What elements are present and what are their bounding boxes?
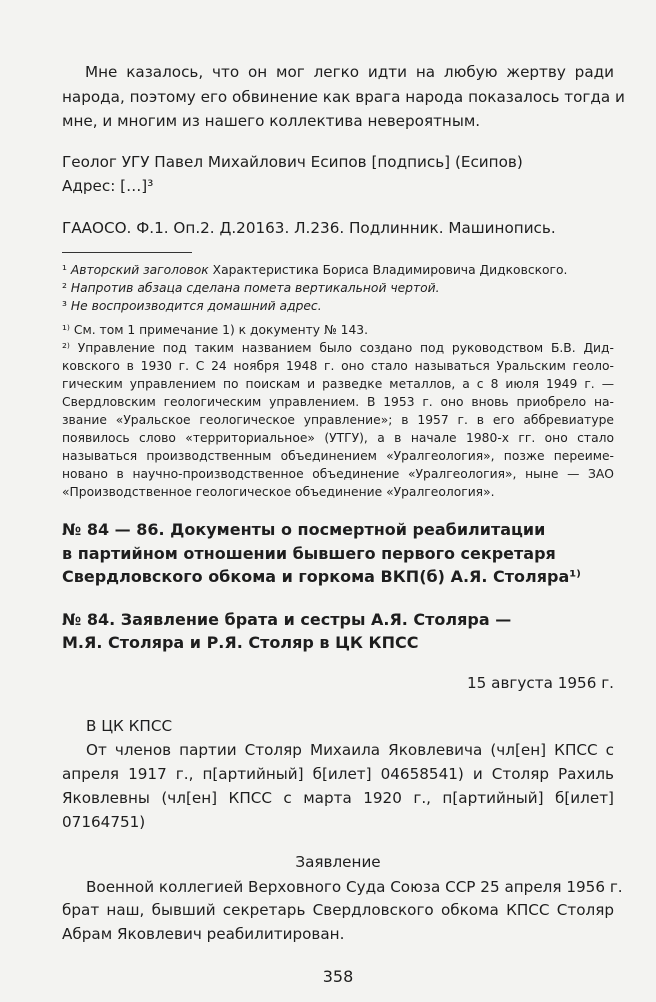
text-line: От членов партии Столяр Михаила Яковлевича (чл[ен] КПСС с [86,741,614,759]
document-title: Заявление [295,853,381,871]
comment-line: ковского в 1930 г. С 24 ноября 1948 г. оно стало называться Уральским геоло- [62,359,614,373]
document-heading: М.Я. Столяра и Р.Я. Столяр в ЦК КПСС [62,633,419,652]
text-line: народа, поэтому его обвинение как врага народа показалось тогда и [62,88,625,106]
comment-line: ²⁾ Управление под таким названием было создано под руководством Б.В. Дид- [62,341,614,355]
comment-line: появилось слово «территориальное» (УТГУ), а в начале 1980-х гг. оно стало [62,431,614,445]
comment-line: ¹⁾ См. том 1 примечание 1) к документу № 143. [62,323,369,337]
section-heading: Свердловского обкома и горкома ВКП(б) А.Я. Столяра¹⁾ [62,567,581,586]
comment-line: гическим управлением по поискам и разведке металлов, а с 8 июля 1949 г. — [62,377,614,391]
text-line: Яковлевны (чл[ен] КПСС с марта 1920 г., п[артийный] б[илет] [62,789,614,807]
addressee: В ЦК КПСС [86,717,173,735]
footnote: ¹ Авторский заголовок Характеристика Бориса Владимировича Дидковского. [62,263,568,277]
document-heading: № 84. Заявление брата и сестры А.Я. Столяра — [62,610,512,629]
text-line: брат наш, бывший секретарь Свердловского обкома КПСС Столяр [62,901,614,919]
text-line: Мне казалось, что он мог легко идти на любую жертву ради [85,63,614,81]
comment-line: звание «Уральское геологическое управление»; в 1957 г. в его аббревиатуре [62,413,614,427]
section-heading: в партийном отношении бывшего первого секретаря [62,544,556,563]
address-line: Адрес: […]³ [62,177,154,195]
footnote: ² Напротив абзаца сделана помета вертикальной чертой. [62,281,440,295]
signature-line: Геолог УГУ Павел Михайлович Есипов [подпись] (Есипов) [62,153,523,171]
text-line: Военной коллегией Верховного Суда Союза ССР 25 апреля 1956 г. [86,878,623,896]
text-line: мне, и многим из нашего коллектива невероятным. [62,112,481,130]
comment-line: Свердловским геологическим управлением. В 1953 г. оно вновь приобрело на- [62,395,614,409]
comment-line: называться производственным объединением «Уралгеология», позже переиме- [62,449,614,463]
text-line: апреля 1917 г., п[артийный] б[илет] 04658541) и Столяр Рахиль [62,765,614,783]
footnote: ³ Не воспроизводится домашний адрес. [62,299,322,313]
text-line: Абрам Яковлевич реабилитирован. [62,925,345,943]
document-date: 15 августа 1956 г. [467,674,614,692]
text-line: 07164751) [62,813,146,831]
footnote-divider [62,252,192,253]
comment-line: новано в научно-производственное объединение «Уралгеология», ныне — ЗАО [62,467,614,481]
page-number: 358 [322,967,354,986]
section-heading: № 84 — 86. Документы о посмертной реабилитации [62,520,546,539]
comment-line: «Производственное геологическое объединение «Уралгеология». [62,485,495,499]
archive-reference: ГААОСО. Ф.1. Оп.2. Д.20163. Л.236. Подлинник. Машинопись. [62,219,556,237]
